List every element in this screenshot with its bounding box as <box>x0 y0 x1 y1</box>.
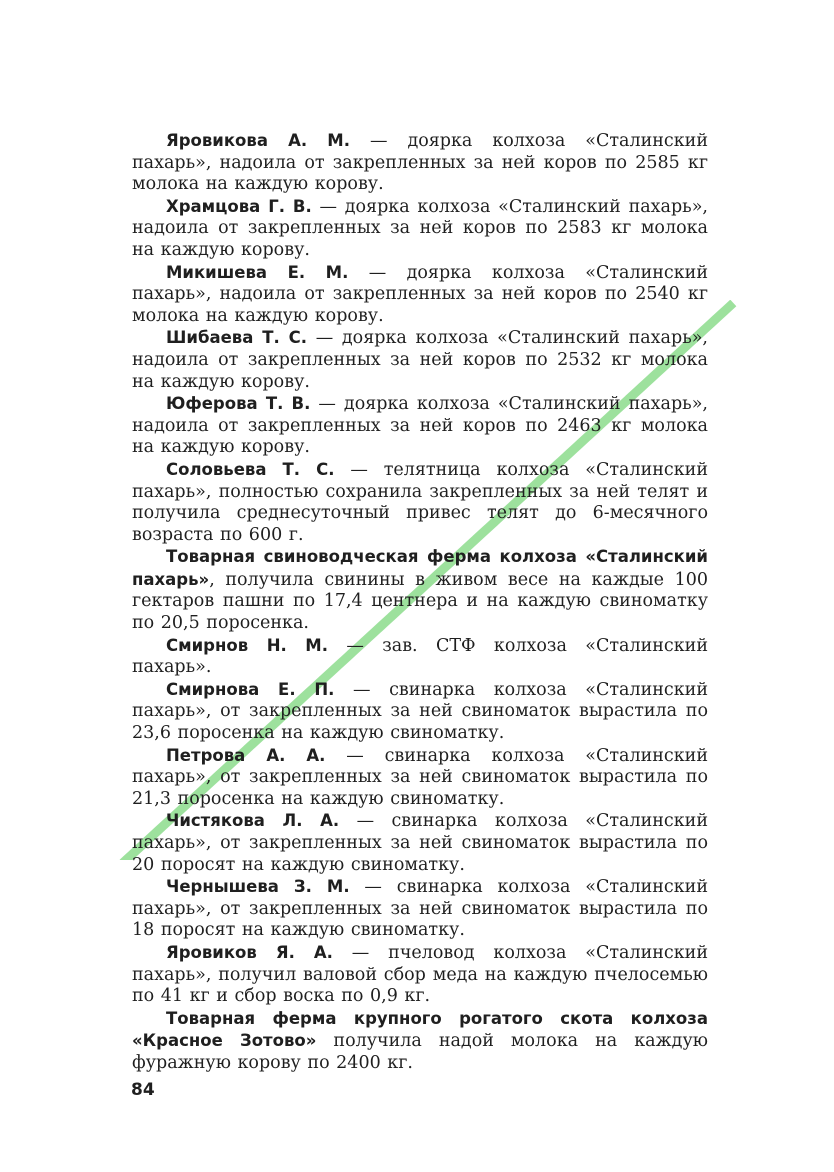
entry-text: — доярка колхоза «Сталинский пахарь», надоила от закрепленных за ней коров по 2540 кг молока на каждую корову. <box>132 262 708 326</box>
entry-12 <box>132 876 708 942</box>
page-number: 84 <box>131 1080 155 1100</box>
entry-name: Яровиков Я. А. <box>166 942 333 962</box>
entry-name: Юферова Т. В. <box>166 394 311 414</box>
entry-name: Яровикова А. М. <box>166 131 350 150</box>
entry-9 <box>132 679 708 745</box>
entry-text: — свинарка колхоза «Сталинский пахарь», от закрепленных за ней свиноматок вырастила по 23,6 поросенка на каждую свиноматку. <box>132 679 709 744</box>
entry-text: — доярка колхоза «Сталинский пахарь», надоила от закрепленных за ней коров по 2585 кг молока на каждую корову. <box>132 131 708 195</box>
entry-2 <box>132 196 708 262</box>
entry-name: Петрова А. А. <box>166 745 326 765</box>
entry-text: — доярка колхоза «Сталинский пахарь», надоила от закрепленных за ней коров по 2532 кг молока на каждую корову. <box>132 328 708 392</box>
entry-text: , получила свинины в живом весе на каждые 100 гектаров пашни по 17,4 центнера и на каждую свиноматку по 20,5 поросенка. <box>132 569 708 634</box>
entry-name: Смирнов Н. М. <box>166 635 328 655</box>
entry-text: — зав. СТФ колхоза «Сталинский пахарь». <box>132 635 708 678</box>
entry-text: — пчеловод колхоза «Сталинский пахарь», получил валовой сбор меда на каждую пчелосемью по 41 кг и сбор воска по 0,9 кг. <box>132 942 708 1007</box>
entry-text: — свинарка колхоза «Сталинский пахарь», от закрепленных за ней свиноматок вырастила по 20 поросят на каждую свиноматку. <box>132 811 708 875</box>
entry-14 <box>132 1008 708 1075</box>
entry-4 <box>132 327 708 393</box>
entry-13 <box>132 942 708 1008</box>
entry-text: — свинарка колхоза «Сталинский пахарь», от закрепленных за ней свиноматок вырастила по 18 поросят на каждую свиноматку. <box>132 877 708 941</box>
entry-name: Соловьева Т. С. <box>166 459 335 479</box>
entry-1 <box>132 130 708 196</box>
entry-8 <box>132 635 708 679</box>
entry-name: Храмцова Г. В. <box>166 196 312 216</box>
entry-6 <box>132 459 708 546</box>
entry-11 <box>132 810 708 876</box>
entry-name: Товарная свиноводческая ферма колхоза «Сталинский пахарь» <box>132 547 708 589</box>
entry-text: — свинарка колхоза «Сталинский пахарь», от закрепленных за ней свиноматок вырастила по 21,3 поросенка на каждую свиноматку. <box>132 745 708 809</box>
entry-name: Микишева Е. М. <box>166 262 349 282</box>
entry-text: — телятница колхоза «Сталинский пахарь», полностью сохранила закрепленных за ней телят и получила среднесуточный привес телят до 6-месячного возраста по 600 г. <box>132 459 708 545</box>
entry-name: Чистякова Л. А. <box>166 811 340 831</box>
entry-5 <box>132 393 708 459</box>
entry-name: Чернышева З. М. <box>166 877 350 897</box>
entry-name: Шибаева Т. С. <box>166 328 308 348</box>
entry-name: Товарная ферма крупного рогатого скота колхоза «Красное Зотово» <box>132 1008 708 1051</box>
entry-text: получила надой молока на каждую фуражную корову по 2400 кг. <box>132 1031 708 1073</box>
document-body <box>132 130 708 1075</box>
entry-10 <box>132 745 708 811</box>
entry-3 <box>132 262 708 328</box>
entry-text: — доярка колхоза «Сталинский пахарь», надоила от закрепленных за ней коров по 2583 кг молока на каждую корову. <box>132 196 708 260</box>
entry-text: — доярка колхоза «Сталинский пахарь», надоила от закрепленных за ней коров по 2463 кг молока на каждую корову. <box>132 394 708 458</box>
entry-name: Смирнова Е. П. <box>166 679 335 699</box>
entry-7 <box>132 546 708 634</box>
